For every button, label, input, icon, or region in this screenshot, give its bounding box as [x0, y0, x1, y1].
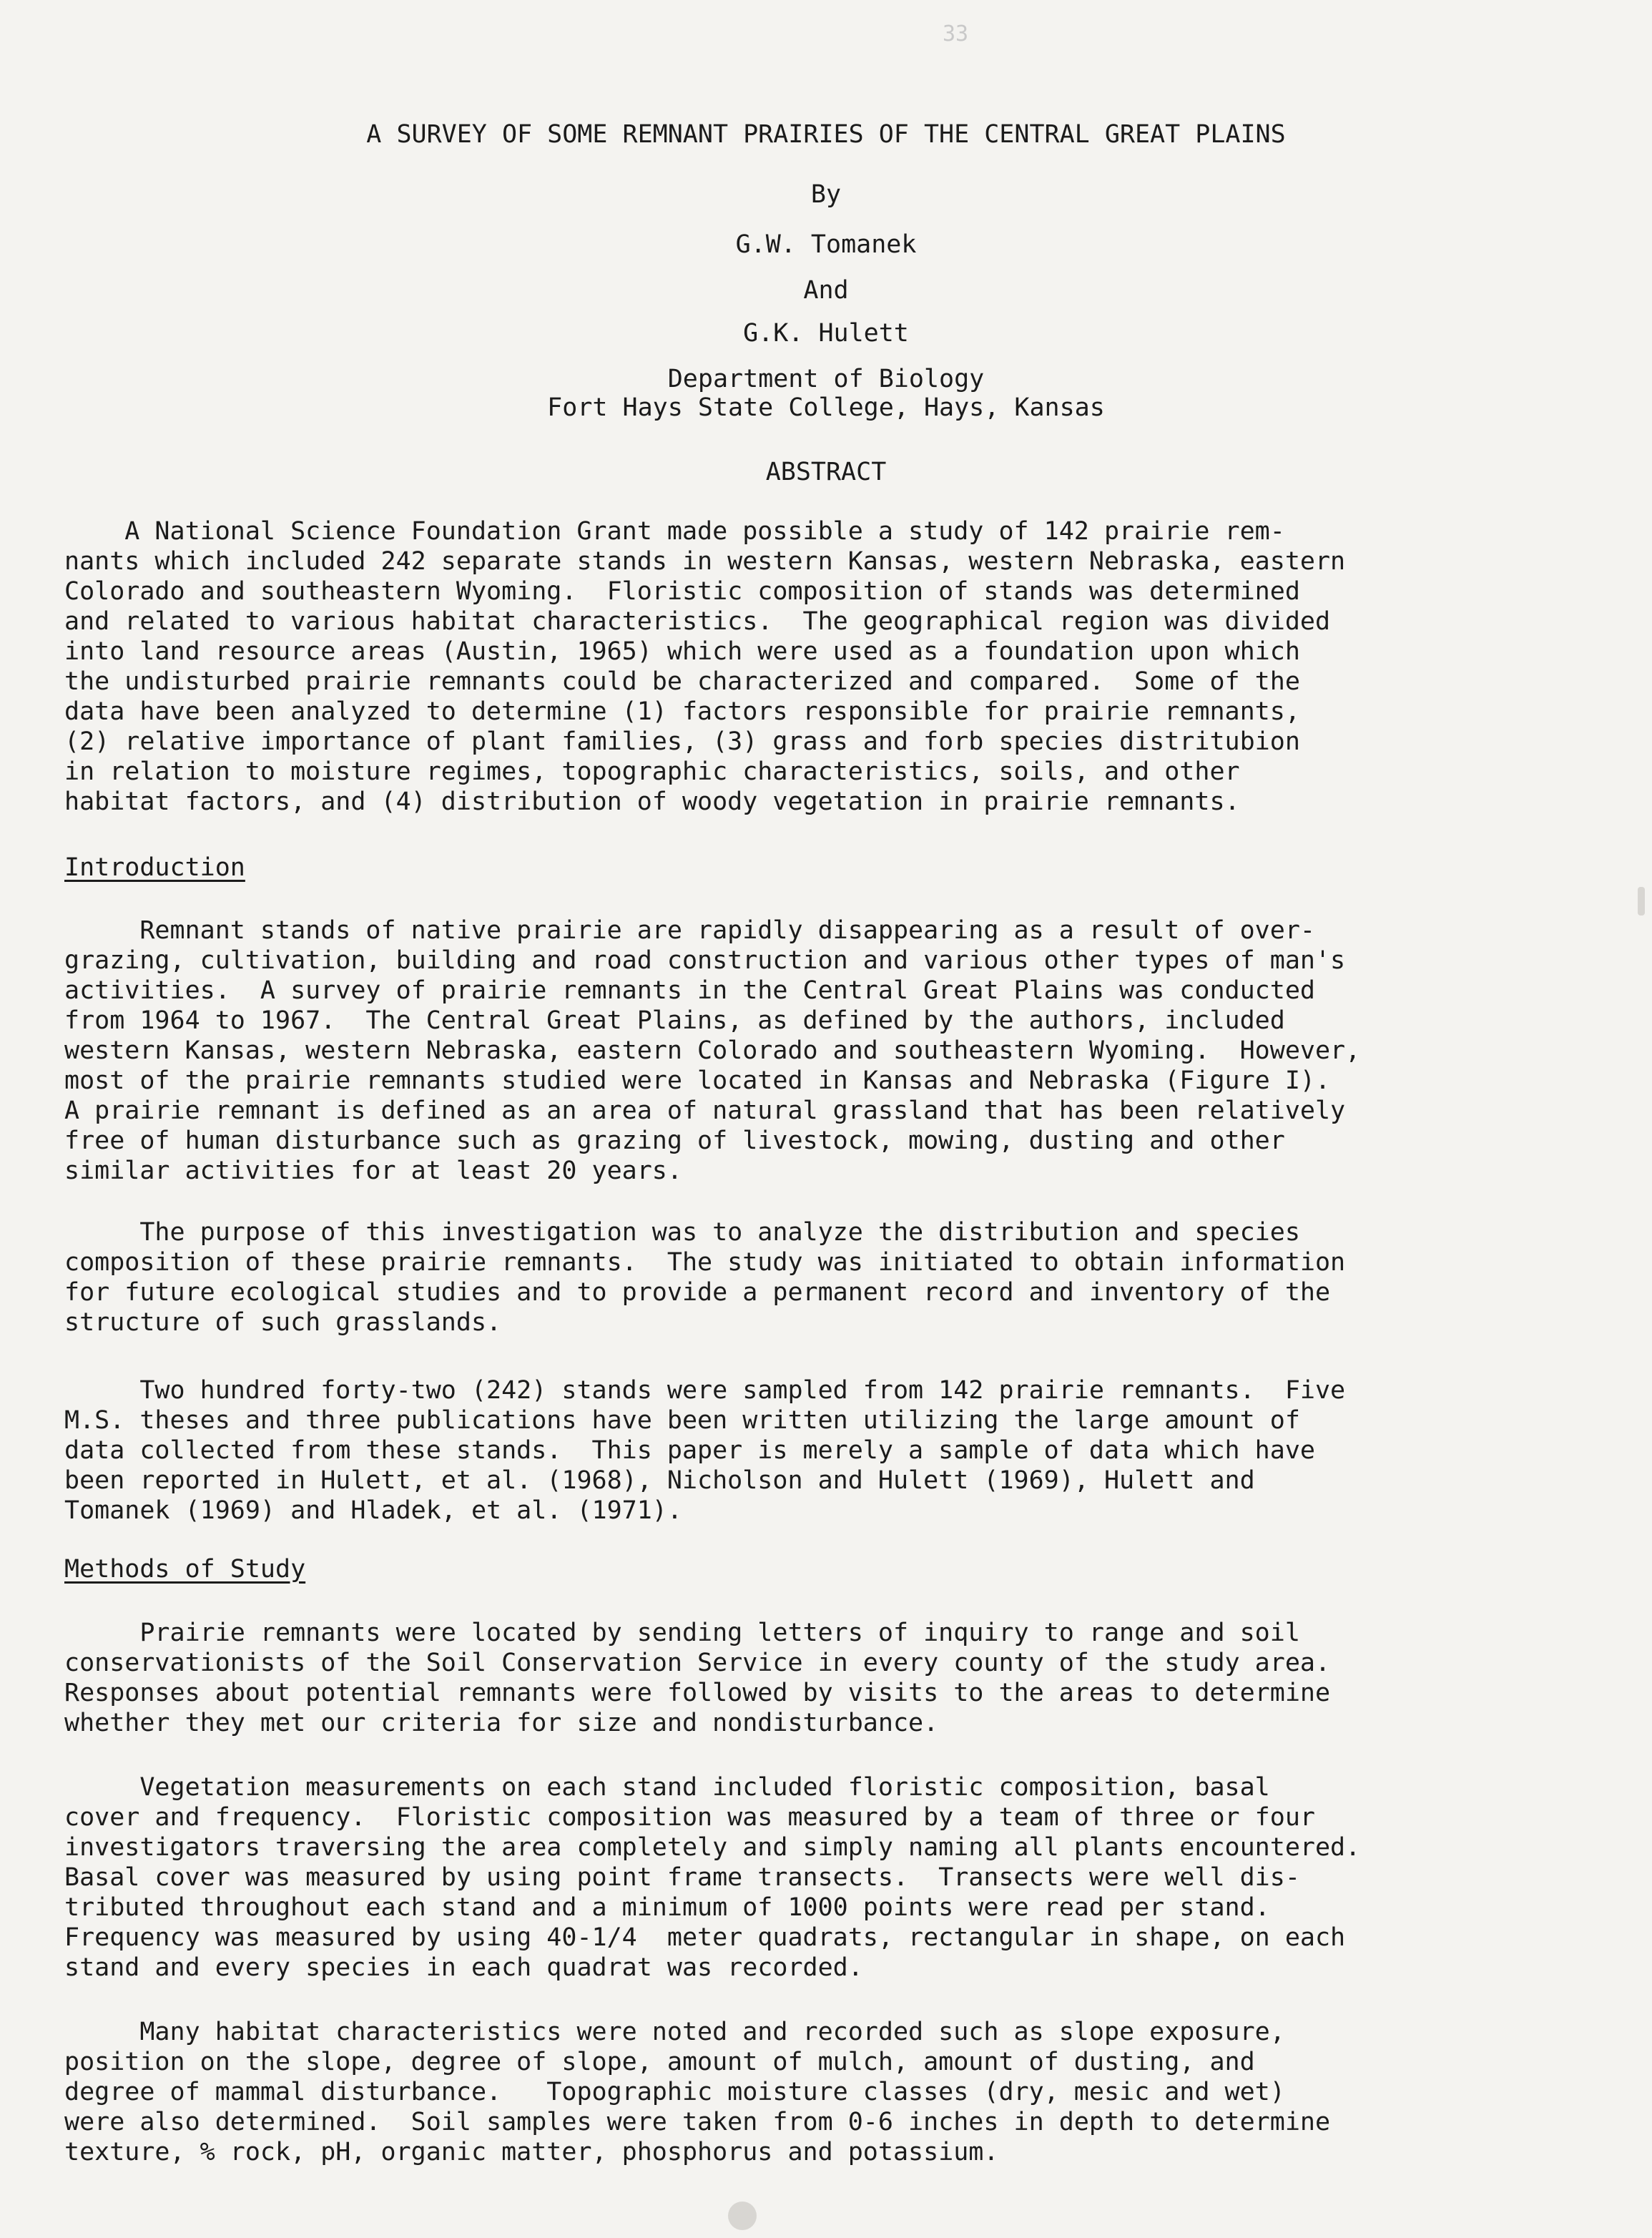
body-line: Two hundred forty-two (242) stands were sampled from 142 prairie remnants. Five: [64, 1376, 1346, 1405]
abstract-heading: ABSTRACT: [765, 458, 887, 486]
body-line: Vegetation measurements on each stand included floristic composition, basal: [64, 1773, 1270, 1802]
scan-edge-mark: [1638, 887, 1645, 916]
abstract-line: data have been analyzed to determine (1) factors responsible for prairie remnants,: [64, 697, 1300, 726]
body-line: Basal cover was measured by using point frame transects. Transects were well dis-: [64, 1863, 1300, 1892]
body-line: Responses about potential remnants were followed by visits to the areas to determine: [64, 1679, 1331, 1707]
introduction-paragraph-3: [64, 1375, 1623, 1526]
body-line: Tomanek (1969) and Hladek, et al. (1971).: [64, 1496, 682, 1525]
body-line: cover and frequency. Floristic composition was measured by a team of three or four: [64, 1803, 1315, 1832]
body-line: A prairie remnant is defined as an area of natural grassland that has been relatively: [64, 1096, 1346, 1125]
body-line: Frequency was measured by using 40-1/4 meter quadrats, rectangular in shape, on each: [64, 1923, 1346, 1952]
body-line: The purpose of this investigation was to analyze the distribution and species: [64, 1218, 1300, 1247]
abstract-line: the undisturbed prairie remnants could be characterized and compared. Some of the: [64, 667, 1300, 696]
body-line: stand and every species in each quadrat was recorded.: [64, 1953, 863, 1982]
body-line: structure of such grasslands.: [64, 1308, 502, 1337]
body-line: whether they met our criteria for size and nondisturbance.: [64, 1709, 939, 1737]
body-line: were also determined. Soil samples were taken from 0-6 inches in depth to determine: [64, 2108, 1331, 2136]
body-line: Prairie remnants were located by sending letters of inquiry to range and soil: [64, 1619, 1300, 1647]
methods-paragraph-1: [64, 1618, 1623, 1738]
methods-paragraph-2: [64, 1772, 1623, 1983]
and-line: And: [803, 276, 849, 305]
body-line: tributed throughout each stand and a minimum of 1000 points were read per stand.: [64, 1893, 1270, 1922]
abstract-line: in relation to moisture regimes, topographic characteristics, soils, and other: [64, 757, 1240, 786]
introduction-paragraph-1: [64, 916, 1623, 1186]
author-2: G.K. Hulett: [743, 319, 909, 348]
body-line: texture, % rock, pH, organic matter, phosphorus and potassium.: [64, 2138, 999, 2166]
body-line: M.S. theses and three publications have been written utilizing the large amount of: [64, 1406, 1300, 1435]
body-line: been reported in Hulett, et al. (1968), Nicholson and Hulett (1969), Hulett and: [64, 1466, 1255, 1495]
body-line: activities. A survey of prairie remnants in the Central Great Plains was conducted: [64, 976, 1315, 1005]
body-line: conservationists of the Soil Conservation Service in every county of the study area.: [64, 1649, 1331, 1677]
body-line: degree of mammal disturbance. Topographic moisture classes (dry, mesic and wet): [64, 2078, 1285, 2106]
institution: Fort Hays State College, Hays, Kansas: [547, 393, 1105, 422]
body-line: position on the slope, degree of slope, amount of mulch, amount of dusting, and: [64, 2048, 1255, 2076]
body-line: most of the prairie remnants studied were located in Kansas and Nebraska (Figure I).: [64, 1066, 1331, 1095]
abstract-line: A National Science Foundation Grant made possible a study of 142 prairie rem-: [64, 517, 1285, 546]
by-line: By: [810, 180, 842, 209]
abstract-line: Colorado and southeastern Wyoming. Floristic composition of stands was determined: [64, 577, 1300, 606]
body-line: data collected from these stands. This paper is merely a sample of data which have: [64, 1436, 1315, 1465]
body-line: free of human disturbance such as grazing of livestock, mowing, dusting and other: [64, 1127, 1285, 1155]
abstract-line: habitat factors, and (4) distribution of woody vegetation in prairie remnants.: [64, 787, 1240, 816]
body-line: Many habitat characteristics were noted and recorded such as slope exposure,: [64, 2018, 1285, 2046]
abstract-line: into land resource areas (Austin, 1965) which were used as a foundation upon which: [64, 637, 1300, 666]
abstract-line: nants which included 242 separate stands in western Kansas, western Nebraska, eastern: [64, 547, 1346, 576]
body-line: composition of these prairie remnants. The study was initiated to obtain information: [64, 1248, 1346, 1277]
methods-heading: Methods of Study: [64, 1555, 306, 1584]
abstract-body: [64, 516, 1623, 817]
body-line: similar activities for at least 20 years.: [64, 1157, 682, 1185]
author-1: G.W. Tomanek: [735, 230, 917, 259]
body-line: grazing, cultivation, building and road construction and various other types of man's: [64, 946, 1346, 975]
body-line: Remnant stands of native prairie are rapidly disappearing as a result of over-: [64, 916, 1315, 945]
introduction-heading: Introduction: [64, 853, 245, 882]
body-line: investigators traversing the area completely and simply naming all plants encountered.: [64, 1833, 1361, 1862]
abstract-line: (2) relative importance of plant families, (3) grass and forb species distritubion: [64, 727, 1300, 756]
body-line: from 1964 to 1967. The Central Great Plains, as defined by the authors, included: [64, 1006, 1285, 1035]
paper-title: A SURVEY OF SOME REMNANT PRAIRIES OF THE CENTRAL GREAT PLAINS: [366, 120, 1286, 149]
scan-stain: [728, 2202, 757, 2230]
introduction-paragraph-2: [64, 1217, 1623, 1338]
body-line: for future ecological studies and to provide a permanent record and inventory of the: [64, 1278, 1331, 1307]
page-number: 33: [943, 21, 969, 46]
methods-paragraph-3: [64, 2017, 1623, 2167]
abstract-line: and related to various habitat characteristics. The geographical region was divided: [64, 607, 1331, 636]
department: Department of Biology: [667, 365, 985, 393]
body-line: western Kansas, western Nebraska, eastern Colorado and southeastern Wyoming. However,: [64, 1036, 1361, 1065]
